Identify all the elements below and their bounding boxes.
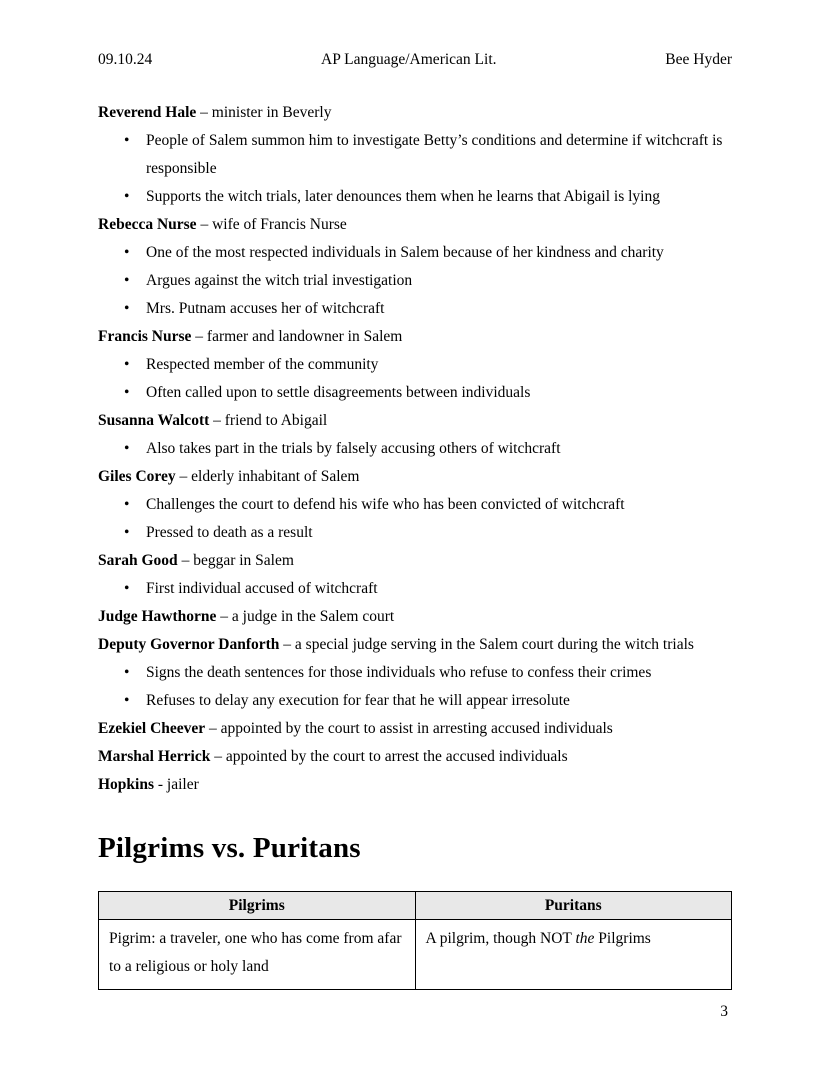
character-desc: – appointed by the court to assist in arresting accused individuals [205, 720, 613, 737]
bullet-item: • First individual accused of witchcraft [98, 575, 732, 603]
character-line [98, 771, 732, 799]
character-line [98, 463, 732, 491]
character-entry [98, 771, 732, 799]
character-desc: – farmer and landowner in Salem [191, 328, 403, 345]
character-name: Ezekiel Cheever [98, 720, 206, 737]
character-entry [98, 631, 732, 715]
table-header-pilgrims: Pilgrims [99, 892, 416, 920]
character-entry [98, 603, 732, 631]
character-desc: – appointed by the court to arrest the accused individuals [210, 748, 568, 765]
doc-author: Bee Hyder [665, 51, 732, 68]
bullet-list [98, 351, 732, 407]
character-desc: - jailer [154, 776, 199, 793]
puritans-text-italic: the [575, 930, 595, 947]
table-header-row [99, 892, 732, 920]
character-desc: – a special judge serving in the Salem court during the witch trials [279, 636, 694, 653]
bullet-item: • Respected member of the community [98, 351, 732, 379]
character-name: Sarah Good [98, 552, 178, 569]
bullet-item: • Challenges the court to defend his wife who has been convicted of witchcraft [98, 491, 732, 519]
character-name: Francis Nurse [98, 328, 192, 345]
character-entry [98, 743, 732, 771]
bullet-item: • One of the most respected individuals in Salem because of her kindness and charity [98, 239, 732, 267]
doc-date: 09.10.24 [98, 51, 153, 68]
document-header [98, 50, 732, 70]
bullet-list [98, 575, 732, 603]
character-line [98, 715, 732, 743]
character-line [98, 631, 732, 659]
table-header-puritans: Puritans [415, 892, 732, 920]
bullet-list [98, 127, 732, 211]
character-desc: – friend to Abigail [209, 412, 328, 429]
character-name: Marshal Herrick [98, 748, 211, 765]
doc-course: AP Language/American Lit. [321, 51, 497, 68]
character-line [98, 603, 732, 631]
character-desc: – a judge in the Salem court [216, 608, 395, 625]
bullet-item: • Mrs. Putnam accuses her of witchcraft [98, 295, 732, 323]
table-row [99, 920, 732, 990]
character-entries [98, 99, 732, 799]
character-entry [98, 463, 732, 547]
bullet-item: • Pressed to death as a result [98, 519, 732, 547]
character-line [98, 407, 732, 435]
character-line [98, 323, 732, 351]
character-entry [98, 323, 732, 407]
page-number: 3 [720, 1003, 728, 1020]
bullet-list [98, 435, 732, 463]
section-title: Pilgrims vs. Puritans [98, 832, 361, 864]
character-entry [98, 715, 732, 743]
character-name: Deputy Governor Danforth [98, 636, 280, 653]
bullet-list [98, 659, 732, 715]
character-line [98, 99, 732, 127]
character-entry [98, 211, 732, 323]
character-desc: – wife of Francis Nurse [196, 216, 347, 233]
character-name: Giles Corey [98, 468, 176, 485]
character-desc: – minister in Beverly [196, 104, 332, 121]
character-line [98, 211, 732, 239]
bullet-list [98, 239, 732, 323]
character-name: Susanna Walcott [98, 412, 210, 429]
bullet-item: • Also takes part in the trials by falsely accusing others of witchcraft [98, 435, 732, 463]
bullet-item: • Often called upon to settle disagreements between individuals [98, 379, 732, 407]
puritans-text-prefix: A pilgrim, though NOT [425, 930, 576, 947]
character-desc: – elderly inhabitant of Salem [175, 468, 360, 485]
character-entry [98, 407, 732, 463]
bullet-item: • Signs the death sentences for those individuals who refuse to confess their crimes [98, 659, 732, 687]
bullet-item: • Argues against the witch trial investigation [98, 267, 732, 295]
bullet-item: • People of Salem summon him to investigate Betty’s conditions and determine if witchcraft is responsible [98, 127, 732, 183]
character-name: Rebecca Nurse [98, 216, 197, 233]
bullet-item: • Supports the witch trials, later denounces them when he learns that Abigail is lying [98, 183, 732, 211]
pilgrims-puritans-table [98, 891, 732, 990]
character-entry [98, 99, 732, 211]
puritans-text-suffix: Pilgrims [594, 930, 651, 947]
character-name: Judge Hawthorne [98, 608, 217, 625]
character-entry [98, 547, 732, 603]
character-name: Reverend Hale [98, 104, 197, 121]
bullet-list [98, 491, 732, 547]
character-line [98, 547, 732, 575]
pilgrims-cell: Pigrim: a traveler, one who has come from afar to a religious or holy land [99, 920, 416, 990]
character-desc: – beggar in Salem [177, 552, 294, 569]
bullet-item: • Refuses to delay any execution for fear that he will appear irresolute [98, 687, 732, 715]
puritans-cell [415, 920, 732, 990]
character-name: Hopkins [98, 776, 155, 793]
character-line [98, 743, 732, 771]
